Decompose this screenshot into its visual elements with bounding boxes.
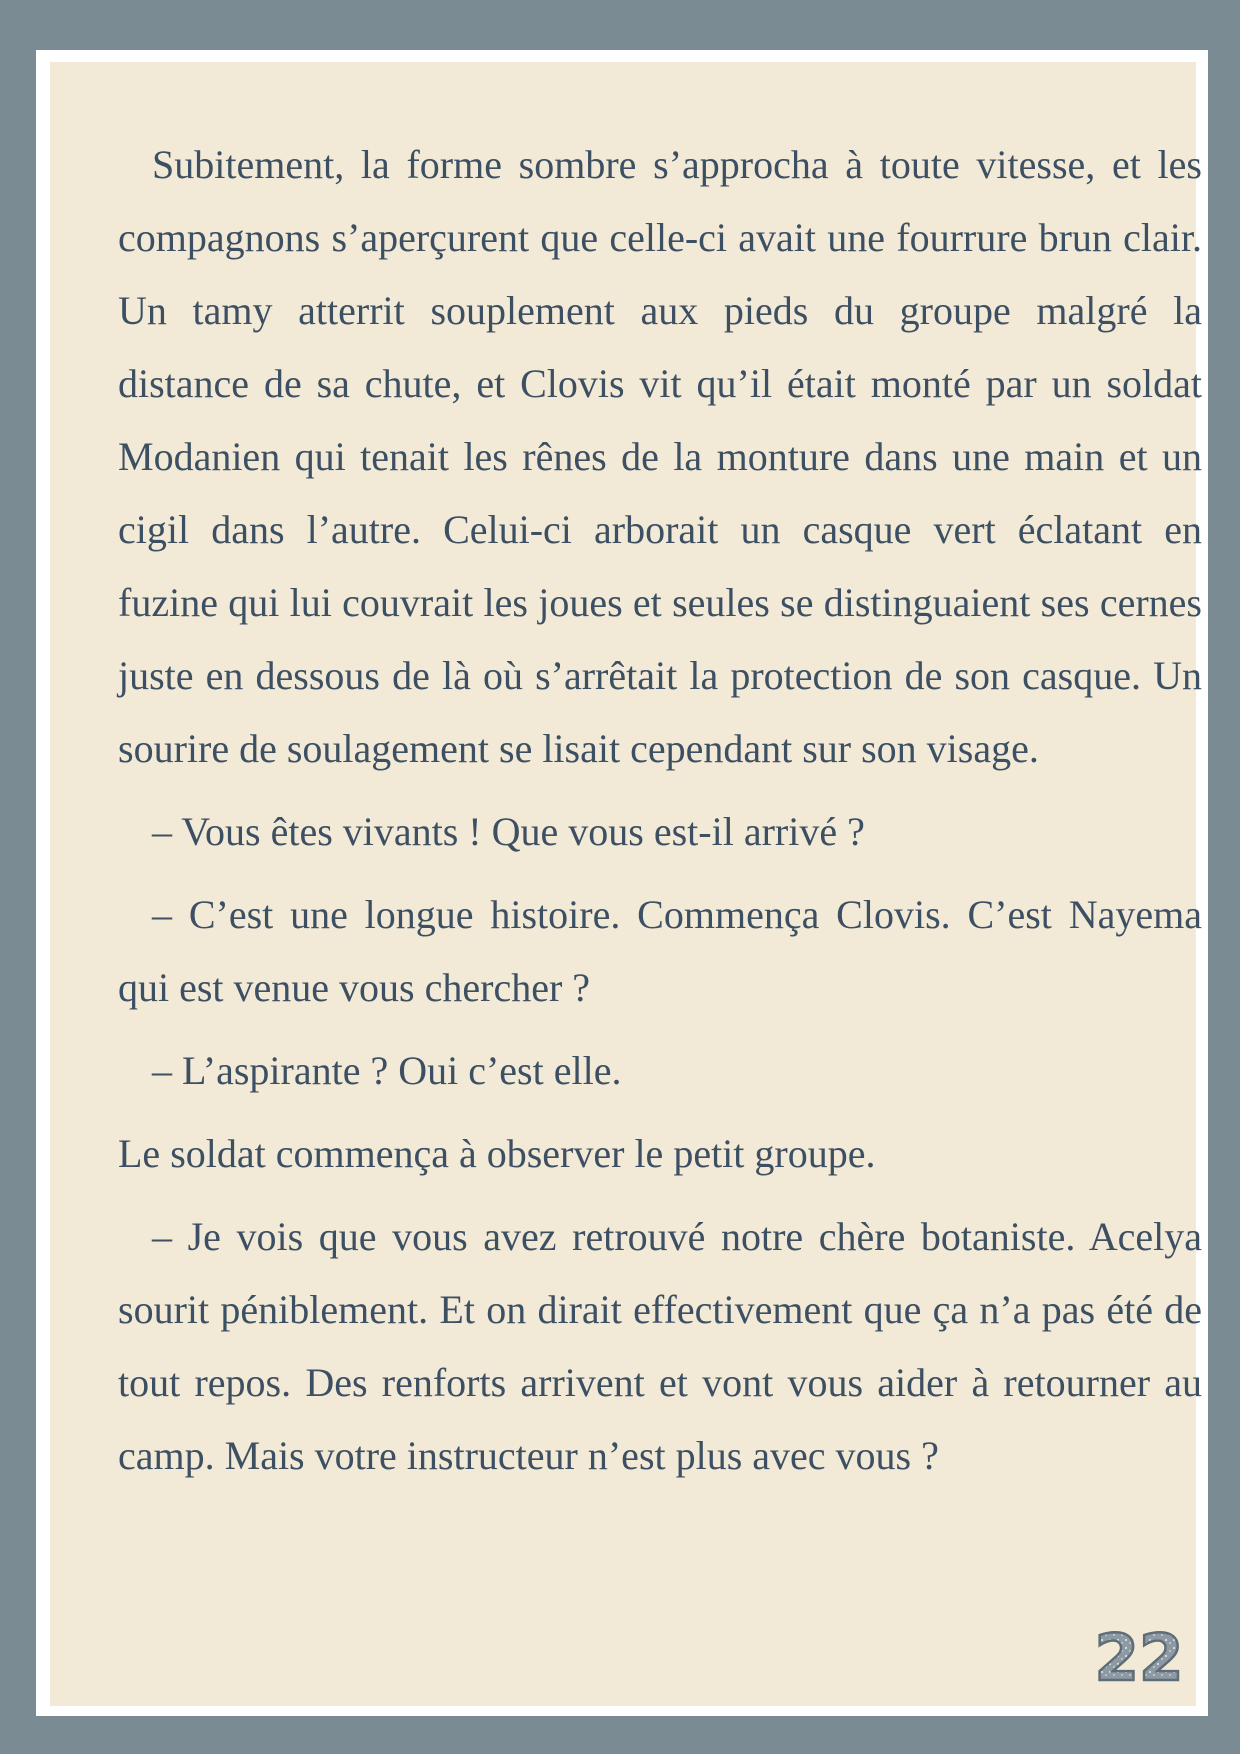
page-number-graphic [1092,1622,1186,1692]
body-text [118,128,1202,1492]
paragraph-1: Subitement, la forme sombre s’approcha à toute vitesse, et les compagnons s’aperçurent que celle-ci avait une fourrure brun clair. Un tamy atterrit souplement aux pieds du groupe malgré la distance de sa chute, et Clovis vit qu’il était monté par un soldat Modanien qui tenait les rênes de la monture dans une main et un cigil dans l’autre. Celui-ci arborait un casque vert éclatant en fuzine qui lui couvrait les joues et seules se distinguaient ses cernes juste en dessous de là où s’arrêtait la protection de son casque. Un sourire de soulagement se lisait cependant sur son visage. [118,142,1202,771]
page-number-text: 22 [1094,1622,1184,1692]
paragraph-4: – L’aspirante ? Oui c’est elle. [152,1048,622,1093]
paragraph-5: Le soldat commença à observer le petit groupe. [118,1131,876,1176]
book-page [50,62,1202,1706]
paragraph-6: – Je vois que vous avez retrouvé notre chère botaniste. Acelya sourit péniblement. Et on dirait effectivement que ça n’a pas été de tout repos. Des renforts arrivent et vont vous aider à retourner au camp. Mais votre instructeur n’est plus avec vous ? [118,1214,1202,1478]
paragraph-2: – Vous êtes vivants ! Que vous est-il arrivé ? [152,809,865,854]
paragraph-3: – C’est une longue histoire. Commença Clovis. C’est Nayema qui est venue vous chercher ? [118,892,1202,1010]
page-number [1092,1622,1186,1692]
